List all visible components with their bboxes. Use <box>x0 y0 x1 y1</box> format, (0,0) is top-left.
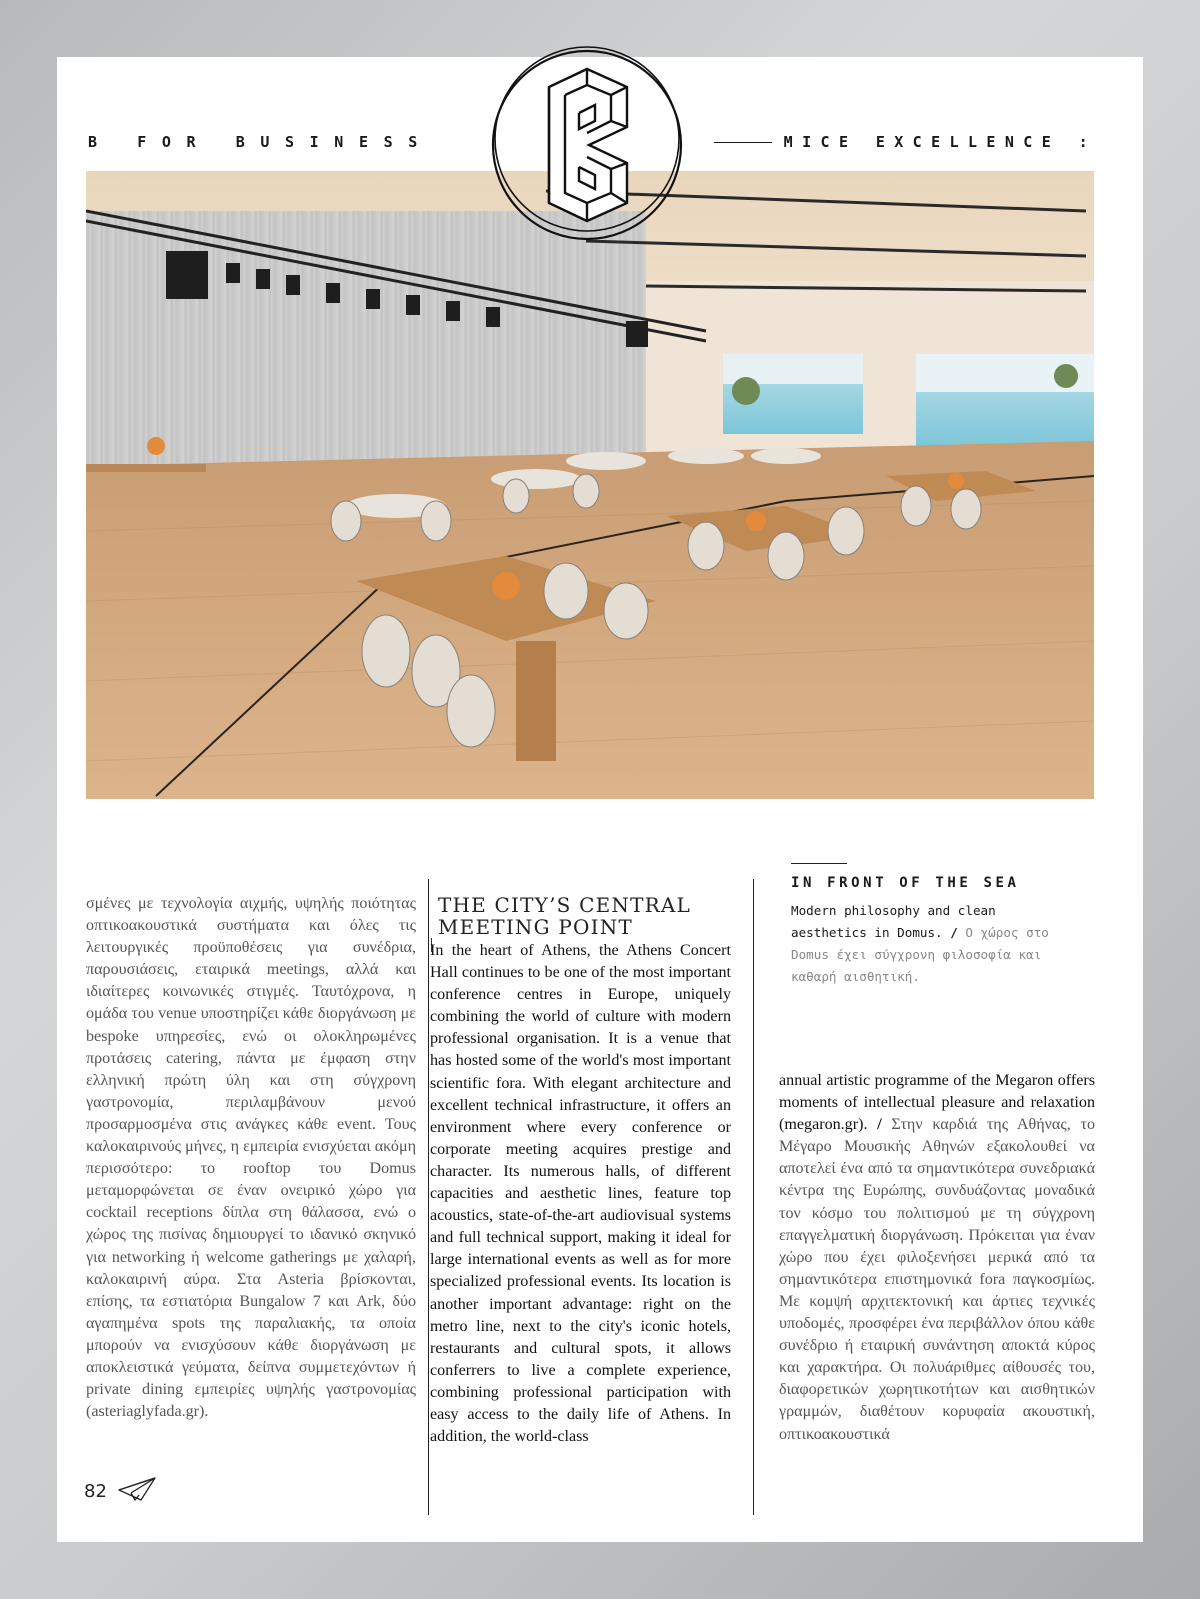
caption-english: Modern philosophy and clean aesthetics in Domus. <box>791 903 996 940</box>
column-3 <box>779 1070 1095 1446</box>
column-divider-right <box>753 879 754 1515</box>
magazine-page <box>57 57 1143 1542</box>
page-number: 82 <box>84 1481 107 1502</box>
caption-title: IN FRONT OF THE SEA <box>791 875 1020 891</box>
column-1-greek <box>86 893 416 1423</box>
article-heading: THE CITY’S CENTRAL MEETING POINT <box>438 892 692 939</box>
header-rule <box>714 142 772 143</box>
caption-separator: / <box>942 925 966 940</box>
photo-caption <box>791 900 1071 988</box>
column-3-english: annual artistic programme of the Megaron offers moments of intellectual pleasure and relaxation (megaron.gr). <box>779 1072 1095 1134</box>
paper-plane-icon <box>117 1476 157 1502</box>
conference-hall-photo <box>86 171 1094 799</box>
column-2-english <box>430 940 731 1448</box>
column-3-separator: / <box>867 1116 892 1134</box>
column-2-text: In the heart of Athens, the Athens Concert Hall continues to be one of the most important conference centres in Europe, uniquely combining the world of culture with modern professional organisation. It is a venue that has hosted some of the world's most important scientific fora. With elegant architecture and excellent technical infrastructure, it offers an environment where every conference or corporate meeting acquires prestige and character. Its numerous halls, of different capacities and aesthetic lines, feature top acoustics, state-of-the-art audiovisual systems and full technical support, making it ideal for large international events as well as for more specialized professional events. Its location is another important advantage: right on the metro line, next to the city's iconic hotels, restaurants and cultural spots, it allows conferrers to live a complete experience, combining professional participation with easy access to the daily life of Athens. In addition, the world-class <box>430 942 731 1446</box>
caption-rule <box>791 863 847 864</box>
caption-greek: Ο χώρος στο Domus έχει σύγχρονη φιλοσοφία και καθαρή αισθητική. <box>791 925 1049 984</box>
column-3-greek: Στην καρδιά της Αθήνας, το Μέγαρο Μουσικής Αθηνών εξακολουθεί να αποτελεί ένα από τα σημαντικότερα συνεδριακά κέντρα της Ευρώπης, συνδυάζοντας μοναδικά τον κόσμο του πολιτισμού με τη σύγχρονη επαγγελματική διοργάνωση. Πρόκειται για έναν χώρο που έχει φιλοξενήσει μερικά από τα σημαντικότερα επιστημονικά fora παγκοσμίως. Με κομψή αρχιτεκτονική και άρτιες τεχνικές υποδομές, προσφέρει ένα περιβάλλον όπου κάθε συνέδριο ή εταιρική συνάντηση αποκτά κύρος και χαρακτήρα. Οι πολυάριθμες αίθουσές του, διαφορετικών χωρητικοτήτων και αισθητικών γραμμών, διαθέτουν κορυφαία ακουστική, οπτικοακουστικά <box>779 1116 1095 1443</box>
section-title-text: MICE EXCELLENCE : <box>783 133 1097 151</box>
b-isometric-logo-icon <box>487 43 687 243</box>
section-title-right <box>714 133 1097 151</box>
column-divider-left <box>428 879 429 1515</box>
column-1-text: σμένες με τεχνολογία αιχμής, υψηλής ποιότητας οπτικοακουστικά συστήματα και όλες τις λειτουργικές προϋποθέσεις για συνέδρια, παρουσιάσεις, εταιρικά meetings, αλλά και ιδιαίτερες κοινωνικές στιγμές. Ταυτόχρονα, η ομάδα του venue υποστηρίζει κάθε διοργάνωση με bespoke υπηρεσίες, ενώ οι ολοκληρωμένες προτάσεις catering, πάντα με έμφαση στην ελληνική πρώτη ύλη και στη σύγχρονη γαστρονομία, περιλαμβάνουν μενού προσαρμοσμένα στις ανάγκες κάθε event. Τους καλοκαιρινούς μήνες, η εμπειρία ενισχύεται ακόμη περισσότερο: το rooftop του Domus μεταμορφώνεται σε έναν ονειρικό χώρο για cocktail receptions δίπλα στη θάλασσα, ενώ ο χώρος της πισίνας δημιουργεί το ιδανικό σκηνικό για networking ή welcome gatherings με χαλαρή, καλοκαιρινή αύρα. Στα Asteria βρίσκονται, επίσης, τα εστιατόρια Bungalow 7 και Ark, δύο αγαπημένα spots της παραλιακής, τα οποία μπορούν να ενισχύσουν κάθε διοργάνωση με αποκλειστικά γεύματα, δείπνα συμμετεχόντων ή private dining εμπειρίες υψηλής γαστρονομίας (asteriaglyfada.gr). <box>86 895 416 1421</box>
section-label: B FOR BUSINESS <box>88 133 433 151</box>
